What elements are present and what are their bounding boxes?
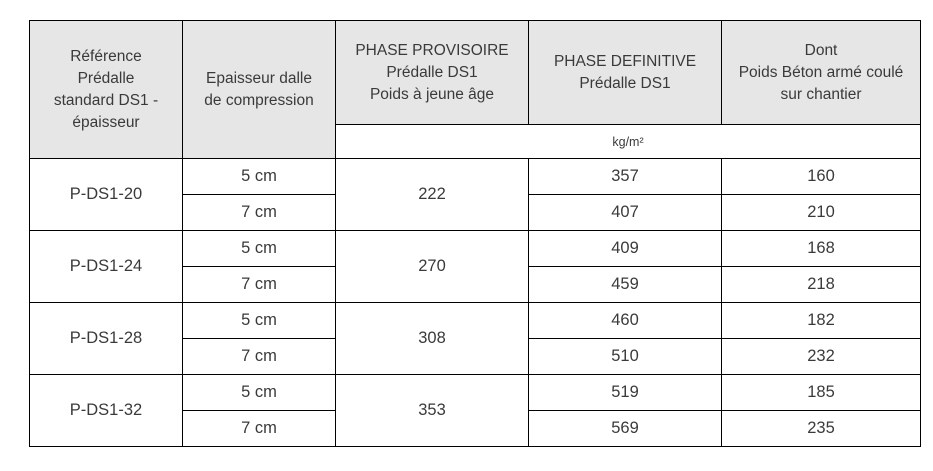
header-epaisseur-line: Epaisseur dalle: [206, 69, 312, 87]
definitive-cell: 460: [529, 303, 722, 339]
header-provisoire-line: Prédalle DS1: [386, 63, 478, 81]
reference-cell: P-DS1-24: [30, 231, 183, 303]
header-dont: [722, 21, 921, 125]
definitive-cell: 510: [529, 339, 722, 375]
dont-cell: 235: [722, 411, 921, 447]
unit-label: kg/m²: [336, 125, 921, 159]
reference-cell: P-DS1-32: [30, 375, 183, 447]
header-reference-line: épaisseur: [72, 113, 140, 131]
header-phase-provisoire: [336, 21, 529, 125]
epaisseur-cell: 7 cm: [183, 267, 336, 303]
header-reference: [30, 21, 183, 159]
definitive-cell: 407: [529, 195, 722, 231]
epaisseur-cell: 5 cm: [183, 231, 336, 267]
provisoire-cell: 270: [336, 231, 529, 303]
header-epaisseur: [183, 21, 336, 159]
dont-cell: 160: [722, 159, 921, 195]
epaisseur-cell: 5 cm: [183, 303, 336, 339]
header-provisoire-line: Poids à jeune âge: [369, 85, 495, 103]
header-phase-definitive: [529, 21, 722, 125]
table-row: [30, 303, 921, 339]
definitive-cell: 409: [529, 231, 722, 267]
dont-cell: 168: [722, 231, 921, 267]
header-provisoire-line: PHASE PROVISOIRE: [355, 41, 509, 59]
definitive-cell: 519: [529, 375, 722, 411]
weight-table: [29, 20, 921, 447]
epaisseur-cell: 7 cm: [183, 411, 336, 447]
reference-cell: P-DS1-20: [30, 159, 183, 231]
provisoire-cell: 308: [336, 303, 529, 375]
dont-cell: 210: [722, 195, 921, 231]
header-dont-line: Dont: [804, 41, 838, 59]
table-row: [30, 375, 921, 411]
epaisseur-cell: 5 cm: [183, 375, 336, 411]
dont-cell: 232: [722, 339, 921, 375]
definitive-cell: 459: [529, 267, 722, 303]
definitive-cell: 357: [529, 159, 722, 195]
provisoire-cell: 353: [336, 375, 529, 447]
dont-cell: 182: [722, 303, 921, 339]
header-reference-line: Référence: [70, 47, 142, 65]
header-definitive-line: PHASE DEFINITIVE: [553, 52, 697, 70]
table-row: [30, 231, 921, 267]
header-reference-line: Prédalle: [77, 69, 135, 87]
provisoire-cell: 222: [336, 159, 529, 231]
dont-cell: 185: [722, 375, 921, 411]
dont-cell: 218: [722, 267, 921, 303]
epaisseur-cell: 5 cm: [183, 159, 336, 195]
definitive-cell: 569: [529, 411, 722, 447]
header-dont-line: Poids Béton armé coulé: [738, 63, 904, 81]
reference-cell: P-DS1-28: [30, 303, 183, 375]
epaisseur-cell: 7 cm: [183, 339, 336, 375]
header-dont-line: sur chantier: [780, 85, 862, 103]
header-row: [30, 21, 921, 125]
epaisseur-cell: 7 cm: [183, 195, 336, 231]
header-epaisseur-line: de compression: [204, 91, 314, 109]
table-row: [30, 159, 921, 195]
header-definitive-line: Prédalle DS1: [579, 74, 671, 92]
header-reference-line: standard DS1 -: [53, 91, 159, 109]
